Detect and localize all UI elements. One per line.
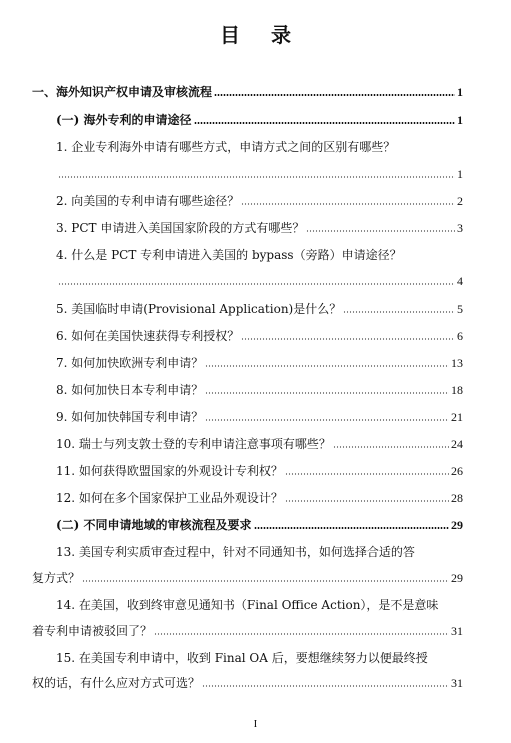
toc-entry[interactable]	[56, 112, 463, 128]
toc-entry-text: (二) 不同申请地域的审核流程及要求	[56, 518, 252, 532]
leader-dots	[214, 94, 455, 96]
page-title: 目 录	[220, 23, 303, 47]
toc-entry-text: 9. 如何加快韩国专利申请？	[56, 410, 204, 424]
toc-entry-page: 18	[451, 383, 463, 397]
toc-entry-page: 31	[451, 624, 463, 638]
leader-dots	[285, 473, 449, 475]
toc-entry-continuation[interactable]	[32, 623, 463, 639]
toc-entry-continuation[interactable]	[56, 166, 463, 182]
toc-entry-page: 1	[457, 167, 463, 181]
toc-entry-page: 31	[451, 676, 463, 690]
toc-entry-continuation[interactable]	[32, 675, 463, 691]
toc-entry-continuation[interactable]	[32, 570, 463, 586]
toc-entry-page: 26	[451, 464, 463, 478]
page-number-footer: I	[253, 718, 258, 730]
toc-entry-text: (一) 海外专利的申请途径	[56, 113, 192, 127]
toc-entry[interactable]	[32, 84, 463, 100]
toc-entry-text[interactable]: 1. 企业专利海外申请有哪些方式，申请方式之间的区别有哪些？	[56, 140, 396, 154]
toc-entry-text: 2. 向美国的专利申请有哪些途径？	[56, 194, 240, 208]
toc-entry-text: 6. 如何在美国快速获得专利授权？	[56, 329, 240, 343]
toc-entry-text[interactable]: 4. 什么是 PCT 专利申请进入美国的 bypass（旁路）申请途径？	[56, 248, 402, 262]
toc-entry-text: 权的话，有什么应对方式可选？	[32, 676, 201, 690]
leader-dots	[82, 580, 449, 582]
toc-entry-page: 29	[451, 518, 463, 532]
toc-entry[interactable]	[56, 193, 463, 209]
leader-dots	[205, 392, 449, 394]
toc-entry-page: 21	[451, 410, 463, 424]
toc-entry-page: 3	[457, 221, 463, 235]
leader-dots	[205, 419, 449, 421]
leader-dots	[58, 283, 455, 285]
toc-entry-text: 5. 美国临时申请(Provisional Application)是什么？	[56, 302, 342, 316]
toc-entry[interactable]	[56, 436, 463, 452]
toc-entry-text: 3. PCT 申请进入美国国家阶段的方式有哪些？	[56, 221, 305, 235]
toc-entry-page: 29	[451, 571, 463, 585]
leader-dots	[333, 446, 449, 448]
leader-dots	[241, 338, 455, 340]
toc-entry-text: 着专利申请被驳回了？	[32, 624, 153, 638]
toc-entry-text: 7. 如何加快欧洲专利申请？	[56, 356, 204, 370]
toc-entry-text[interactable]: 13. 美国专利实质审查过程中，针对不同通知书，如何选择合适的答	[56, 545, 415, 559]
leader-dots	[58, 176, 455, 178]
toc-entry[interactable]	[56, 355, 463, 371]
leader-dots	[285, 500, 449, 502]
toc-entry-text: 11. 如何获得欧盟国家的外观设计专利权？	[56, 464, 283, 478]
toc-entry[interactable]	[56, 328, 463, 344]
toc-entry-text: 8. 如何加快日本专利申请？	[56, 383, 204, 397]
toc-entry[interactable]	[56, 409, 463, 425]
toc-entry-page: 4	[457, 274, 463, 288]
toc-entry-continuation[interactable]	[56, 273, 463, 289]
leader-dots	[194, 122, 455, 124]
toc-entry[interactable]	[56, 220, 463, 236]
toc-entry-text: 12. 如何在多个国家保护工业品外观设计？	[56, 491, 283, 505]
toc-entry-text: 10. 瑞士与列支敦士登的专利申请注意事项有哪些？	[56, 437, 331, 451]
leader-dots	[254, 527, 449, 529]
toc-entry-page: 1	[457, 113, 463, 127]
leader-dots	[202, 685, 449, 687]
toc-entry[interactable]	[56, 382, 463, 398]
toc-entry-text[interactable]: 15. 在美国专利申请中，收到 Final OA 后，要想继续努力以便最终授	[56, 651, 428, 665]
leader-dots	[154, 633, 449, 635]
toc-entry[interactable]	[56, 490, 463, 506]
toc-entry-text[interactable]: 14. 在美国，收到终审意见通知书（Final Office Action），是不是意味	[56, 598, 439, 612]
leader-dots	[306, 230, 455, 232]
toc-entry[interactable]	[56, 301, 463, 317]
toc-entry-text: 一、海外知识产权申请及审核流程	[32, 85, 213, 99]
leader-dots	[205, 365, 449, 367]
toc-entry-text: 复方式？	[32, 571, 81, 585]
toc-entry-page: 2	[457, 194, 463, 208]
toc-entry[interactable]	[56, 517, 463, 533]
toc-entry-page: 1	[457, 85, 463, 99]
toc-entry-page: 24	[451, 437, 463, 451]
toc-entry-page: 6	[457, 329, 463, 343]
leader-dots	[343, 311, 455, 313]
leader-dots	[241, 203, 455, 205]
toc-entry-page: 5	[457, 302, 463, 316]
toc-entry[interactable]	[56, 463, 463, 479]
toc-entry-page: 13	[451, 356, 463, 370]
toc-entry-page: 28	[451, 491, 463, 505]
